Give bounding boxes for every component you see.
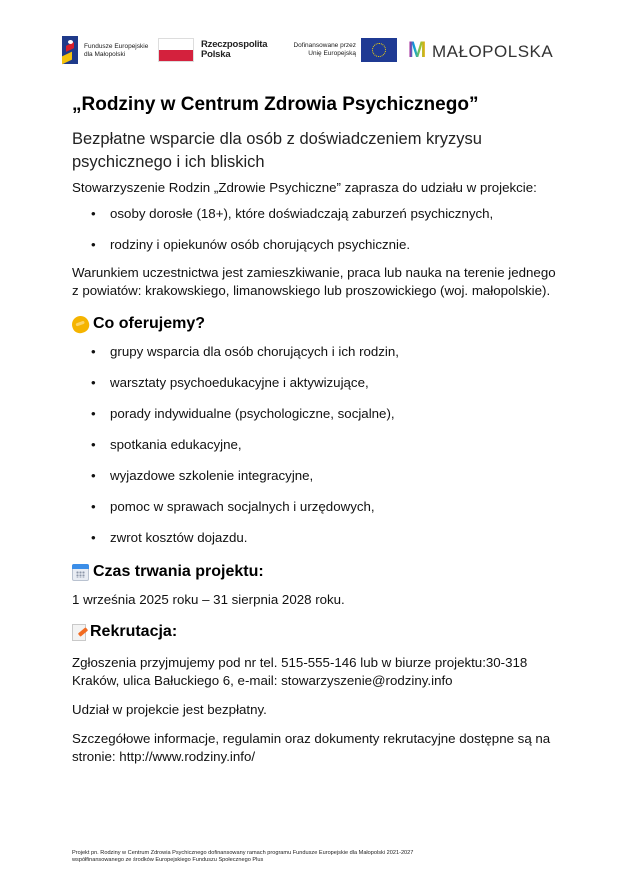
list-item	[72, 205, 562, 223]
fe-logo-line2: dla Małopolski	[84, 51, 126, 58]
subtitle: Bezpłatne wsparcie dla osób z doświadczeniem kryzysu psychicznego i ich bliskich	[72, 130, 482, 171]
recruitment-heading	[72, 621, 562, 643]
offer-heading	[72, 313, 562, 335]
list-item	[72, 467, 562, 485]
bullet: •	[91, 344, 96, 359]
bullet: •	[91, 206, 96, 221]
header-logos	[60, 34, 560, 68]
fe-logo-line1: Fundusze Europejskie	[84, 43, 149, 50]
eu-logo-line1: Dofinansowane przez	[293, 42, 356, 49]
duration-heading	[72, 561, 562, 583]
list-item-text: spotkania edukacyjne,	[110, 437, 242, 452]
eu-logo-text	[280, 42, 356, 58]
list-item	[72, 405, 562, 423]
footer-note	[72, 850, 572, 864]
eu-flag-icon	[361, 38, 397, 62]
memo-icon	[72, 624, 86, 641]
fundusze-europejskie-logo-icon	[62, 36, 78, 64]
bullet: •	[91, 406, 96, 421]
intro-text: Stowarzyszenie Rodzin „Zdrowie Psychiczne” zaprasza do udziału w projekcie:	[72, 180, 537, 195]
bullet: •	[91, 468, 96, 483]
target-groups-list	[72, 205, 562, 254]
pl-logo-line1: Rzeczpospolita	[201, 39, 268, 50]
offer-heading-text: Co oferujemy?	[93, 315, 206, 332]
eu-logo-line2: Unię Europejską	[308, 50, 356, 57]
condition-text: Warunkiem uczestnictwa jest zamieszkiwanie, praca lub nauka na terenie jednego z powiatów: krakowskiego, limanowskiego lub proszowickiego (woj. małopolskie).	[72, 265, 556, 298]
offer-list	[72, 343, 562, 547]
list-item-text: pomoc w sprawach socjalnych i urzędowych,	[110, 499, 375, 514]
page-title: „Rodziny w Centrum Zdrowia Psychicznego”	[72, 94, 479, 115]
recruitment-contact: Zgłoszenia przyjmujemy pod nr tel. 515-555-146 lub w biurze projektu:30-318 Kraków, ulica Bałuckiego 6, e-mail: stowarzyszenie@rodziny.info	[72, 655, 528, 688]
list-item-text: osoby dorosłe (18+), które doświadczają zaburzeń psychicznych,	[110, 206, 494, 221]
list-item-text: wyjazdowe szkolenie integracyjne,	[110, 468, 314, 483]
footer-line2: współfinansowanego ze środków Europejskiego Funduszu Społecznego Plus	[72, 857, 264, 863]
bullet: •	[91, 499, 96, 514]
malopolska-logo-text: MAŁOPOLSKA	[432, 42, 554, 61]
list-item	[72, 343, 562, 361]
list-item	[72, 374, 562, 392]
bullet: •	[91, 237, 96, 252]
list-item-text: zwrot kosztów dojazdu.	[110, 530, 248, 545]
pl-logo-text	[201, 40, 267, 60]
fe-logo-text	[84, 43, 148, 59]
list-item-text: porady indywidualne (psychologiczne, socjalne),	[110, 406, 395, 421]
list-item	[72, 529, 562, 547]
recruitment-details: Szczegółowe informacje, regulamin oraz dokumenty rekrutacyjne dostępne są na stronie: http://www.rodziny.info/	[72, 731, 551, 764]
list-item	[72, 498, 562, 516]
list-item-text: grupy wsparcia dla osób chorujących i ich rodzin,	[110, 344, 399, 359]
list-item	[72, 236, 562, 254]
list-item-text: warsztaty psychoedukacyjne i aktywizujące,	[110, 375, 369, 390]
duration-text: 1 września 2025 roku – 31 sierpnia 2028 roku.	[72, 592, 345, 607]
list-item	[72, 436, 562, 454]
recruitment-free-note: Udział w projekcie jest bezpłatny.	[72, 702, 267, 717]
bullet: •	[91, 375, 96, 390]
bullet: •	[91, 437, 96, 452]
handshake-icon	[70, 313, 92, 335]
pl-logo-line2: Polska	[201, 49, 231, 60]
calendar-icon	[72, 564, 89, 581]
malopolska-m-icon: M	[408, 37, 427, 62]
footer-line1: Projekt pn. Rodziny w Centrum Zdrowia Psychicznego dofinansowany ramach programu Fundusze Europejskie dla Małopolski 2021-2027	[72, 850, 414, 856]
bullet: •	[91, 530, 96, 545]
duration-heading-text: Czas trwania projektu:	[93, 563, 264, 580]
recruitment-heading-text: Rekrutacja:	[90, 623, 178, 640]
poland-flag-icon	[158, 38, 194, 62]
flyer-content	[72, 92, 562, 766]
list-item-text: rodziny i opiekunów osób chorujących psychicznie.	[110, 237, 411, 252]
